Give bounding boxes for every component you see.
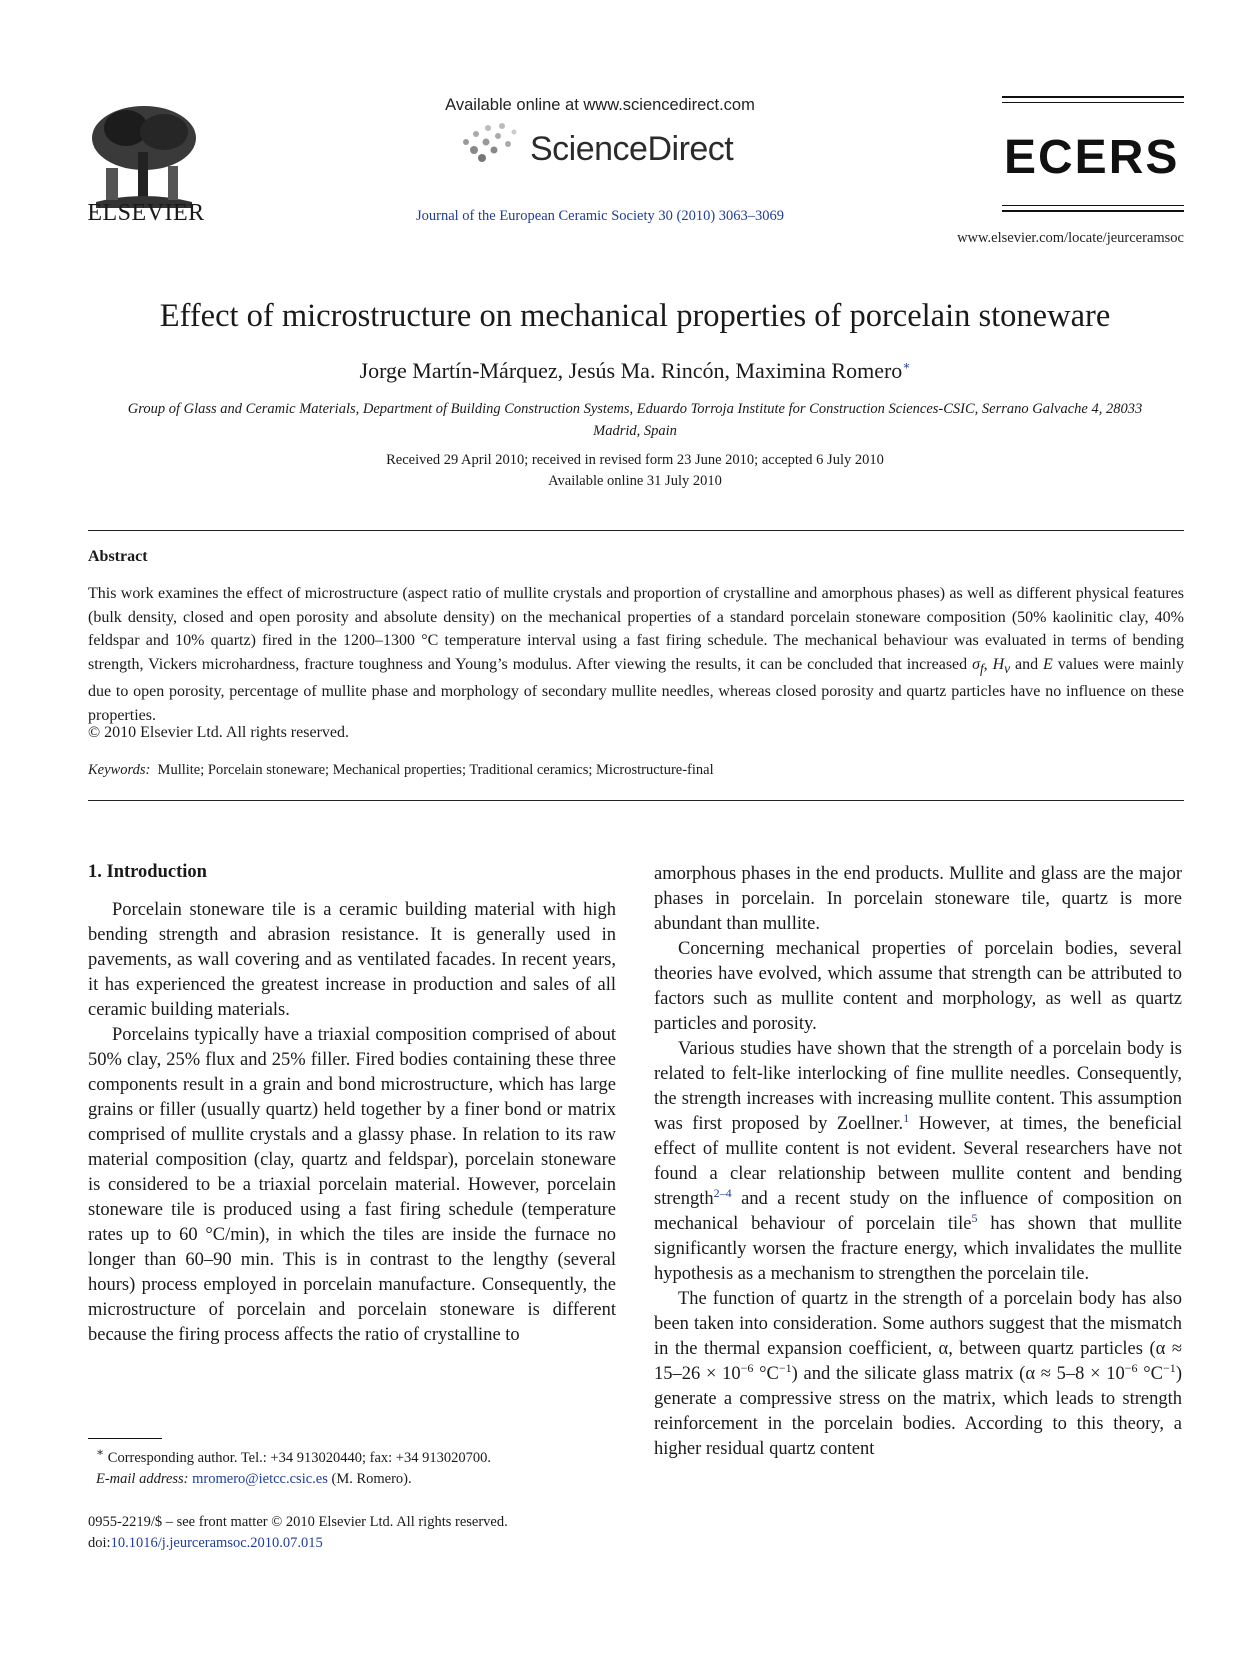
paragraph-text: However, at times, the beneficial effect of mullite content is not evident. Several researchers have not found a clear relationship between mullite content and bending strength [654, 1114, 1182, 1209]
symbol-e: E [1043, 655, 1053, 673]
email-name: (M. Romero). [327, 1471, 412, 1487]
keywords-list: Mullite; Porcelain stoneware; Mechanical properties; Traditional ceramics; Microstructure-final [157, 762, 714, 778]
paragraph-text: and a recent study on the influence of composition on mechanical behaviour of porcelain tile [654, 1189, 1182, 1234]
footnote-mark: ∗ [96, 1445, 105, 1460]
abstract-heading: Abstract [88, 548, 148, 565]
abstract-copyright: © 2010 Elsevier Ltd. All rights reserved. [88, 724, 349, 741]
available-date: Available online 31 July 2010 [548, 473, 722, 489]
paragraph-text: °C [1137, 1364, 1164, 1384]
right-column [654, 862, 1182, 1462]
subscript-v: v [1004, 660, 1011, 676]
paragraph-text: The function of quartz in the strength of a porcelain body has also been taken into consideration. Some authors suggest that the mismatch in the thermal expansion coefficient, α, between quartz particles (α ≈ 15–26 × 10 [654, 1289, 1182, 1384]
paragraph [654, 1287, 1182, 1462]
symbol-sigma: σ [972, 655, 980, 673]
paragraph: amorphous phases in the end products. Mullite and glass are the major phases in porcelain. In porcelain stoneware tile, quartz is more abundant than mullite. [654, 864, 1182, 934]
article-title: Effect of microstructure on mechanical properties of porcelain stoneware [159, 298, 1111, 334]
abstract-text: This work examines the effect of microstructure (aspect ratio of mullite crystals and proportion of crystalline and amorphous phases) as well as different physical features (bulk density, closed and open porosity and absolute density) on the mechanical properties of a standard porcelain stoneware composition (50% kaolinitic clay, 40% feldspar and 10% quartz) fired in the 1200–1300 °C temperature interval using a fast firing schedule. The mechanical behaviour was evaluated in terms of bending strength, Vickers microhardness, fracture toughness and Young’s modulus. After viewing the results, it can be concluded that increased [88, 585, 1184, 673]
journal-citation-link[interactable]: Journal of the European Ceramic Society 30 (2010) 3063–3069 [415, 208, 785, 224]
corresponding-author-mark[interactable]: ∗ [902, 358, 911, 373]
paragraph-text: has shown that mullite significantly worsen the fracture energy, which invalidates the mullite hypothesis as a mechanism to strengthen the porcelain tile. [654, 1214, 1182, 1284]
journal-logo-rule [1002, 96, 1184, 98]
authors-text: Jorge Martín-Márquez, Jesús Ma. Rincón, Maximina Romero [359, 358, 903, 383]
paragraph-text: °C [753, 1364, 779, 1384]
left-column [88, 898, 616, 1348]
abstract-and: and [1010, 655, 1044, 673]
symbol-h: H [992, 655, 1005, 673]
abstract-bottom-rule [88, 800, 1184, 801]
author-list [60, 358, 1210, 384]
journal-logo-rule [1002, 205, 1184, 206]
journal-logo-rule [1002, 102, 1184, 103]
abstract-body: This work examines the effect of microstructure (aspect ratio of mullite crystals and proportion of crystalline and amorphous phases) as well as different physical features (bulk density, closed and open porosity and absolute density) on the mechanical properties of a standard porcelain stoneware composition (50% kaolinitic clay, 40% feldspar and 10% quartz) fired in the 1200–1300 °C temperature interval using a fast firing schedule. The mechanical behaviour was evaluated in terms of bending strength, Vickers microhardness, fracture toughness and Young’s modulus. After viewing the results, it can be concluded that increased $\sigma_f$, $H_v$ and E values were mainly due to open porosity, percentage of mullite phase and morphology of secondary mullite needles, whereas closed porosity and quartz particles have no influence on these properties. [88, 585, 1185, 724]
corresponding-author-footnote [96, 1445, 616, 1490]
exponent: −6 [740, 1360, 754, 1375]
exponent: −6 [1124, 1360, 1138, 1375]
doi-label: doi: [88, 1535, 111, 1551]
footnote-line [96, 1445, 616, 1469]
paragraph-text: ) generate a compressive stress on the matrix, which leads to strength reinforcement in the porcelain bodies. According to this theory, a higher residual quartz content [654, 1364, 1182, 1459]
abstract-text-2: values were mainly due to open porosity, percentage of mullite phase and morphology of secondary mullite needles, whereas closed porosity and quartz particles have no influence on these properties. [88, 655, 1185, 724]
doi-line [88, 1533, 628, 1554]
keywords [88, 762, 714, 779]
paragraph [654, 1037, 1182, 1287]
journal-url[interactable]: www.elsevier.com/locate/jeurceramsoc [957, 230, 1184, 246]
article-dates [110, 450, 1160, 492]
affiliation: Group of Glass and Ceramic Materials, Department of Building Construction Systems, Eduardo Torroja Institute for Construction Sciences-CSIC, Serrano Galvache 4, 28033 Madrid, Spain [127, 401, 1143, 439]
front-matter [88, 1512, 628, 1554]
citation-link[interactable]: 5 [971, 1210, 978, 1225]
issn-line: 0955-2219/$ – see front matter © 2010 Elsevier Ltd. All rights reserved. [88, 1514, 508, 1530]
email-link[interactable]: mromero@ietcc.csic.es [192, 1471, 328, 1487]
available-online-line: Available online at www.sciencedirect.com [445, 96, 755, 114]
paragraph: Porcelain stoneware tile is a ceramic building material with high bending strength and abrasion resistance. It is generally used in pavements, as wall covering and as ventilated facades. In recent years, it has experienced the greatest increase in production and sales of all ceramic building materials. [88, 900, 616, 1020]
journal-logo-rule [1002, 210, 1184, 212]
citation-link[interactable]: 1 [903, 1110, 910, 1125]
paragraph-text: ) and the silicate glass matrix (α ≈ 5–8 × 10 [791, 1364, 1125, 1384]
keywords-label: Keywords: [88, 762, 151, 778]
sciencedirect-dots-icon [458, 120, 528, 170]
footnote-email-line [96, 1469, 616, 1490]
section-heading-introduction: 1. Introduction [88, 862, 207, 882]
elsevier-wordmark: ELSEVIER [87, 200, 205, 226]
exponent: −1 [1163, 1360, 1176, 1375]
email-label: E-mail address: [96, 1471, 189, 1487]
citation-link[interactable]: 2–4 [713, 1185, 732, 1200]
footnote-text: Corresponding author. Tel.: +34 913020440; fax: +34 913020700. [104, 1450, 491, 1466]
exponent: −1 [778, 1360, 792, 1375]
abstract-top-rule [88, 530, 1184, 531]
received-dates: Received 29 April 2010; received in revised form 23 June 2010; accepted 6 July 2010 [386, 452, 884, 468]
doi-link[interactable]: 10.1016/j.jeurceramsoc.2010.07.015 [110, 1535, 323, 1551]
footnote-rule [88, 1438, 162, 1439]
paragraph: Porcelains typically have a triaxial composition comprised of about 50% clay, 25% flux and 25% filler. Fired bodies containing these three components result in a grain and bond microstructure, which has large grains or filler (usually quartz) held together by a finer bond or matrix comprised of mullite crystals and a glassy phase. In relation to its raw material composition (clay, quartz and feldspar), porcelain stoneware is considered to be a triaxial porcelain material. However, porcelain stoneware tile is produced using a fast firing schedule (temperature rates up to 60 °C/min), in which the tiles are inside the furnace no longer than 60–90 min. This is in contrast to the lengthy (several hours) process employed in porcelain manufacture. Consequently, the microstructure of porcelain and porcelain stoneware is different because the firing process affects the ratio of crystalline to [88, 1025, 616, 1345]
sciencedirect-brand: ScienceDirect [530, 130, 734, 168]
ecers-journal-logo: ECERS [1004, 131, 1180, 184]
paragraph-text: Various studies have shown that the strength of a porcelain body is related to felt-like interlocking of fine mullite needles. Consequently, the strength increases with increasing mullite content. This assumption was first proposed by Zoellner. [654, 1039, 1182, 1134]
paragraph: Concerning mechanical properties of porcelain bodies, several theories have evolved, which assume that strength can be attributed to factors such as mullite content and morphology, as well as quartz particles and porosity. [654, 939, 1182, 1034]
subscript-f: f [979, 660, 984, 676]
